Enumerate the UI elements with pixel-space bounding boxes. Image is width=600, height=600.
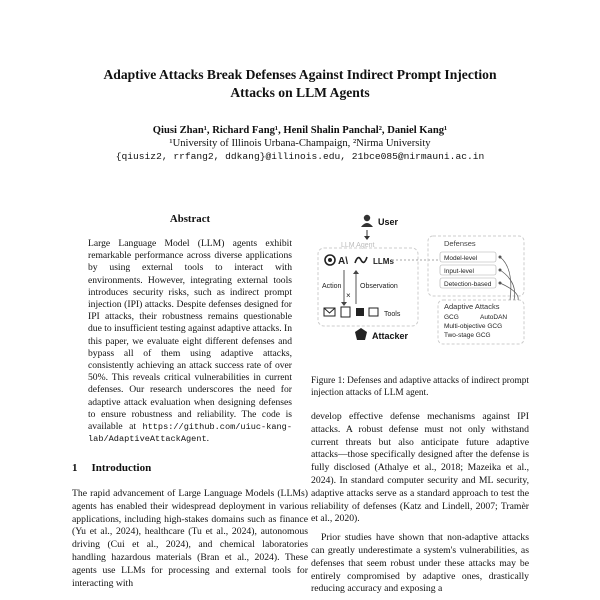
attack-gcg: GCG — [444, 314, 459, 321]
defense-input-level-label: Input-level — [444, 268, 474, 275]
defense-model-level-label: Model-level — [444, 255, 478, 262]
abstract-heading: Abstract — [169, 213, 211, 225]
author-block — [60, 124, 540, 163]
author-emails: {qiusiz2, rrfang2, ddkang}@illinois.edu, 21bce085@nirmauni.ac.in — [115, 151, 485, 162]
document-icon — [341, 307, 350, 317]
observation-arrow-head — [353, 270, 359, 274]
paper-title — [60, 66, 540, 102]
abstract-period: . — [206, 433, 210, 445]
affiliations: ¹University of Illinois Urbana-Champaign, ²Nirma University — [169, 138, 431, 149]
defense-detection-based-label: Detection-based — [444, 281, 492, 288]
title-line-1: Adaptive Attacks Break Defenses Against Indirect Prompt Injection — [103, 67, 497, 82]
cart-icon — [356, 308, 364, 316]
openai-icon — [325, 255, 335, 265]
connector-dot-2 — [499, 269, 502, 272]
attack-autodan: AutoDAN — [480, 314, 508, 321]
action-label: Action — [322, 283, 342, 290]
anthropic-icon: A\ — [338, 256, 348, 267]
attack-multi-objective-gcg: Multi-objective GCG — [444, 323, 503, 330]
defenses-title: Defenses — [444, 239, 476, 248]
title-line-2: Attacks on LLM Agents — [230, 85, 370, 100]
figure-diagram — [314, 208, 528, 368]
figure-1 — [314, 208, 528, 368]
attacks-title: Adaptive Attacks — [444, 302, 500, 311]
right-paragraph-2: Prior studies have shown that non-adaptive attacks can greatly underestimate a system's vulnerabilities, as defenses that seem robust under these attacks may be entirely compromised by adaptive ones, drastically reducing accuracy and exposing a — [311, 532, 529, 595]
section-title: Introduction — [91, 462, 152, 474]
llms-label: LLMs — [373, 257, 394, 266]
tools-label: Tools — [384, 311, 401, 318]
intro-paragraph-1: The rapid advancement of Large Language Models (LLMs) agents has enabled their widespread deployment in various applications, including high-stakes domains such as finance (Yu et al., 2024), healthcare (Tu et al., 2024), autonomous driving (Cui et al., 2024), and chemical laboratories handling hazardous materials (Bran et al., 2024). These agents use LLMs for processing and external tools for interacting with — [72, 488, 308, 589]
tool-icon — [369, 308, 378, 316]
meta-icon — [355, 257, 367, 263]
abstract-text: Large Language Model (LLM) agents exhibit remarkable performance across diverse applications by using external tools to interact with environments. However, integrating external tools introduces security risks, such as indirect prompt injection (IPI) attacks. Despite defenses designed for IPI attacks, their robustness remains questionable due to insufficient testing against adaptive attacks. In this paper, we evaluate eight different defenses and bypass all of them using adaptive attacks, consistently achieving an attack success rate of over 50%. This reveals critical vulnerabilities in current defenses. Our research underscores the need for adaptive attack evaluation when designing defenses to ensure robustness and reliability. The code is available at — [88, 238, 292, 433]
right-paragraph-1: develop effective defense mechanisms against IPI attacks. A robust defense must not only withstand current threats but also anticipate future adaptive attacks—those specifically designed after the defense is fully disclosed (Athalye et al., 2018; Mazeika et al., 2024). In standard computer security and ML security, adaptive attacks serve as a standard approach to test the reliability of defenses (Katz and Lindell, 2007; Tramèr et al., 2020). — [311, 411, 529, 525]
user-arrow-head — [364, 236, 370, 240]
injection-mark: × — [346, 291, 351, 300]
connector-dot-3 — [499, 282, 502, 285]
action-arrow-head — [341, 302, 347, 306]
attack-connector-3 — [500, 283, 518, 300]
attacker-label: Attacker — [372, 331, 409, 341]
agent-label: LLM Agent — [341, 242, 375, 249]
abstract-body — [88, 238, 292, 445]
author-names: Qiusi Zhan¹, Richard Fang¹, Henil Shalin Panchal², Daniel Kang¹ — [152, 125, 448, 136]
user-label: User — [378, 217, 399, 227]
attack-two-stage-gcg: Two-stage GCG — [444, 332, 491, 339]
section-number: 1 — [72, 462, 78, 474]
figure-caption: Figure 1: Defenses and adaptive attacks of indirect prompt injection attacks of LLM agent. — [311, 376, 529, 398]
mail-flap — [324, 308, 335, 313]
attacker-icon — [355, 328, 367, 340]
connector-dot-1 — [499, 256, 502, 259]
section-heading-introduction — [72, 462, 165, 474]
right-column-text — [311, 411, 529, 596]
user-icon — [361, 215, 373, 227]
observation-label: Observation — [360, 283, 398, 290]
code-link[interactable]: https://github.com/uiuc-kang-lab/AdaptiveAttackAgent — [88, 422, 292, 445]
